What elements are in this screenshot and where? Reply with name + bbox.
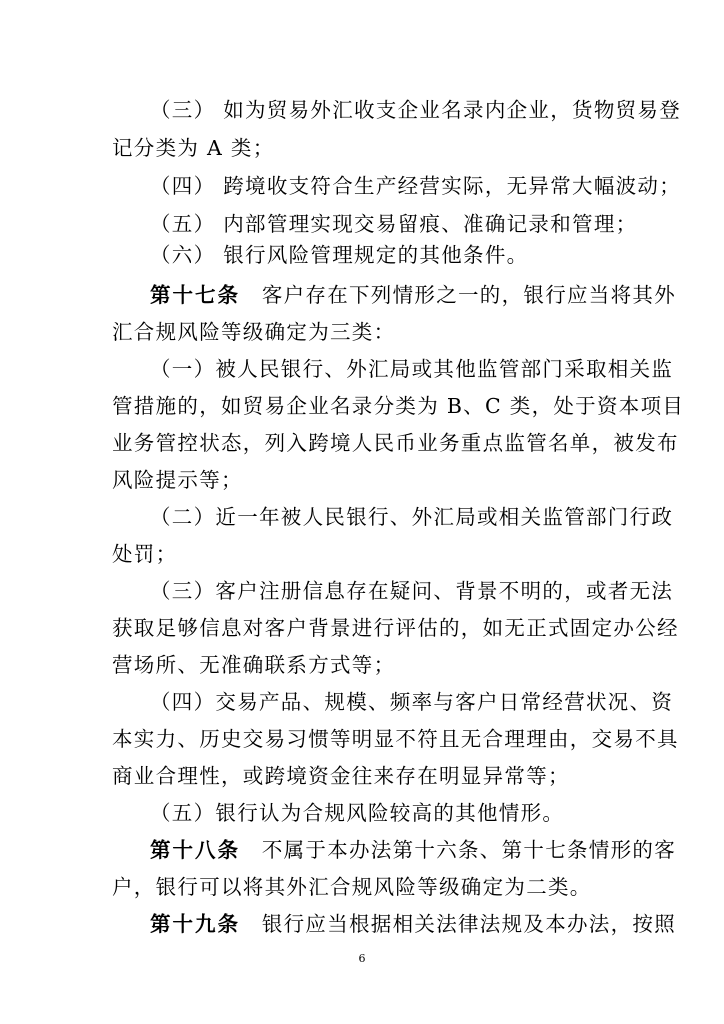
article-18-heading: 第十八条 <box>150 838 240 862</box>
text-line: （四）交易产品、规模、频率与客户日常经营状况、资 <box>150 690 674 714</box>
text-line: 户，银行可以将其外汇合规风险等级确定为二类。 <box>112 875 592 899</box>
text-line: 业务管控状态，列入跨境人民币业务重点监管名单，被发布 <box>112 431 679 455</box>
text-line: （六） 银行风险管理规定的其他条件。 <box>150 243 529 267</box>
text-line: 记分类为 A 类； <box>112 136 275 160</box>
text-line: （五） 内部管理实现交易留痕、准确记录和管理； <box>150 212 638 236</box>
article-18-text: 不属于本办法第十六条、第十七条情形的客 <box>261 838 677 862</box>
text-line: 处罚； <box>112 542 178 566</box>
article-17-text: 客户存在下列情形之一的，银行应当将其外 <box>261 283 677 307</box>
text-line: 商业合理性，或跨境资金往来存在明显异常等； <box>112 764 570 788</box>
text-line: 风险提示等； <box>112 468 243 492</box>
text-line: （三） 如为贸易外汇收支企业名录内企业，货物贸易登 <box>150 98 682 122</box>
article-19-text: 银行应当根据相关法律法规及本办法，按照 <box>261 912 677 936</box>
article-19-heading: 第十九条 <box>150 912 240 936</box>
text-line: 营场所、无准确联系方式等； <box>112 653 396 677</box>
article-18-line <box>150 838 677 862</box>
text-line: （五）银行认为合规风险较高的其他情形。 <box>150 801 565 825</box>
text-line: （四） 跨境收支符合生产经营实际，无异常大幅波动； <box>150 174 682 198</box>
text-line: 管措施的，如贸易企业名录分类为 B、C 类，处于资本项目 <box>112 394 685 418</box>
text-line: （一）被人民银行、外汇局或其他监管部门采取相关监 <box>150 357 674 381</box>
text-line: 本实力、历史交易习惯等明显不符且无合理理由，交易不具 <box>112 727 679 751</box>
text-line: （二）近一年被人民银行、外汇局或相关监管部门行政 <box>150 505 674 529</box>
article-19-line <box>150 912 677 936</box>
text-line: 汇合规风险等级确定为三类： <box>112 320 396 344</box>
text-line: 获取足够信息对客户背景进行评估的，如无正式固定办公经 <box>112 616 679 640</box>
text-line: （三）客户注册信息存在疑问、背景不明的，或者无法 <box>150 579 674 603</box>
article-17-heading: 第十七条 <box>150 283 240 307</box>
article-17-line <box>150 283 677 307</box>
page-number: 6 <box>358 952 366 965</box>
